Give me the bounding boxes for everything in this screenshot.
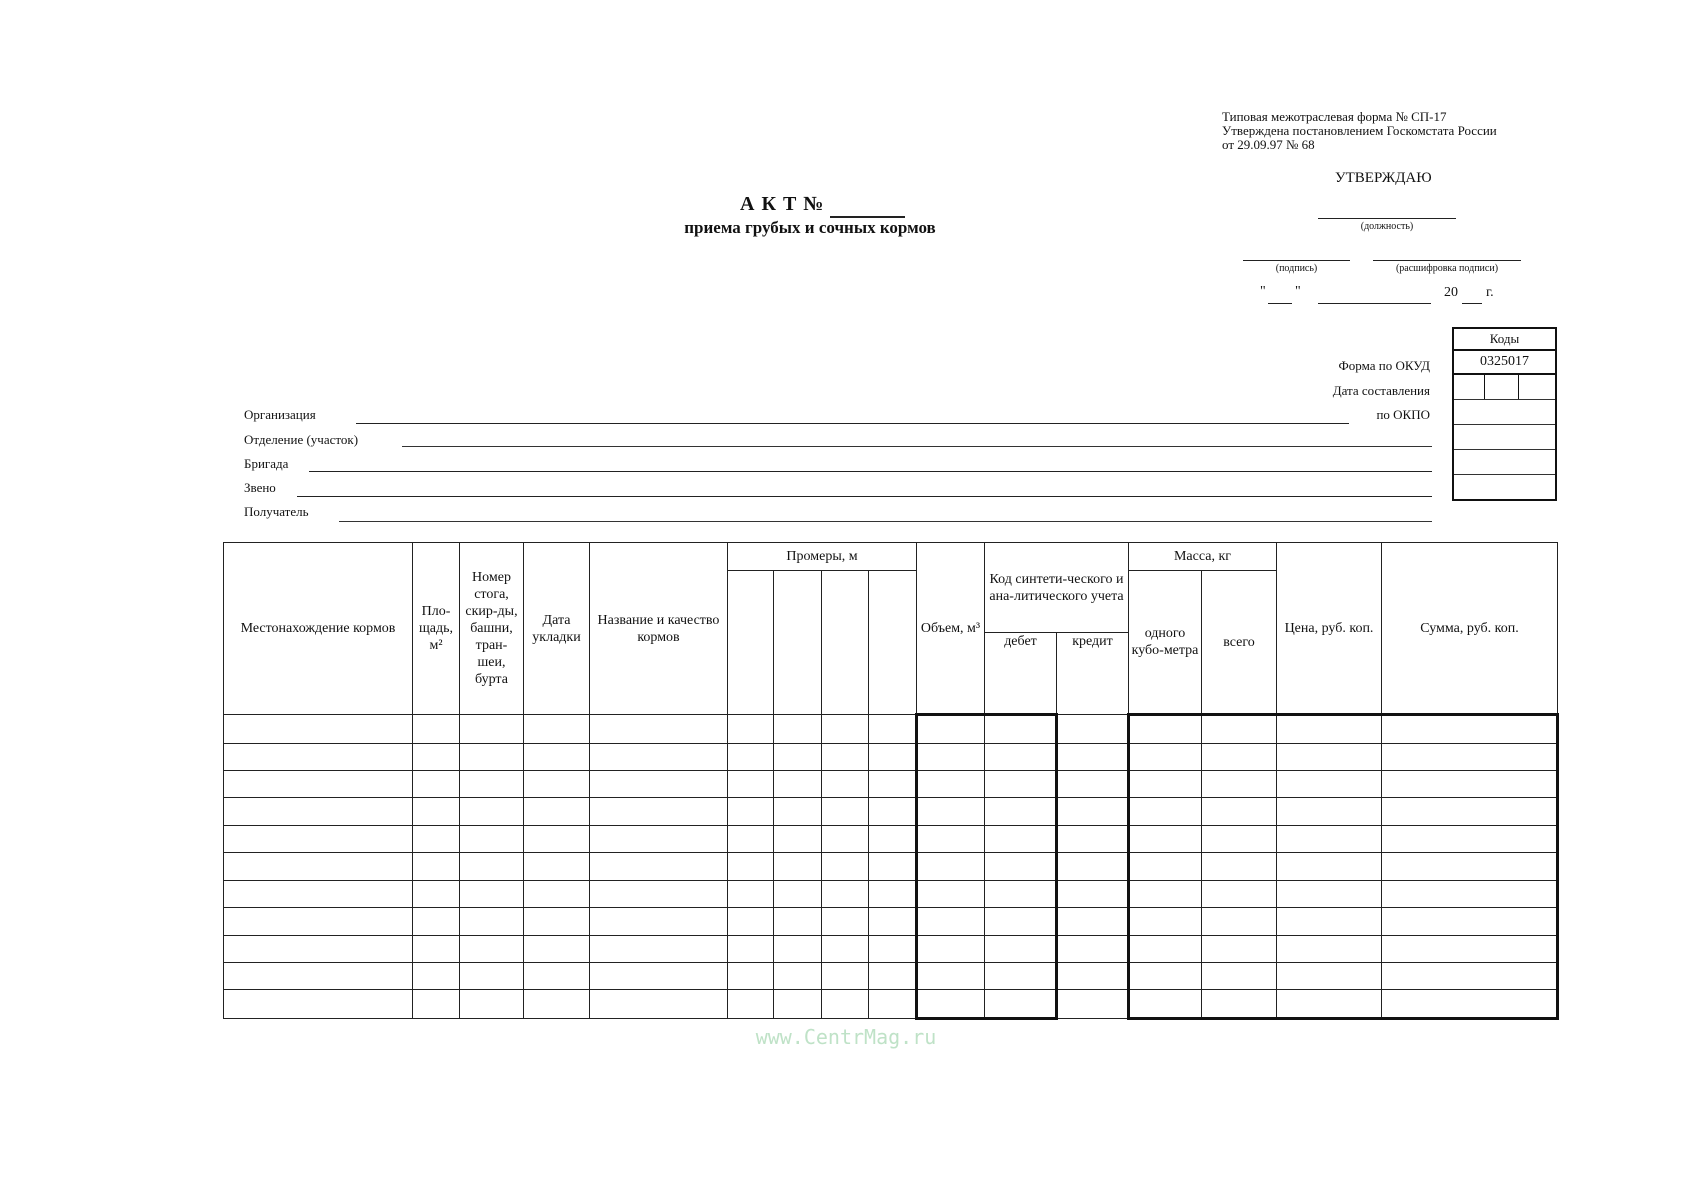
table-cell[interactable]: [869, 880, 917, 907]
table-cell[interactable]: [590, 853, 728, 880]
table-cell[interactable]: [1277, 935, 1382, 962]
table-cell[interactable]: [1057, 935, 1129, 962]
table-cell[interactable]: [774, 935, 822, 962]
date-quote-open: ": [1260, 284, 1266, 299]
table-cell[interactable]: [917, 743, 985, 770]
table-cell[interactable]: [1382, 743, 1558, 770]
table-cell[interactable]: [460, 908, 524, 935]
table-row: [224, 770, 1558, 797]
link-label: Звено: [244, 480, 276, 495]
col-debit: дебет: [985, 633, 1057, 715]
table-cell[interactable]: [869, 825, 917, 852]
table-cell[interactable]: [1202, 963, 1277, 990]
brigade-line[interactable]: [309, 471, 1432, 472]
table-cell[interactable]: [460, 715, 524, 744]
act-title: А К Т №: [740, 193, 825, 215]
table-cell[interactable]: [1382, 990, 1558, 1019]
okud-label: Форма по ОКУД: [1338, 358, 1430, 373]
table-cell[interactable]: [413, 880, 460, 907]
col-one-cubic: одного кубо-метра: [1129, 571, 1202, 715]
table-cell[interactable]: [590, 798, 728, 825]
act-subtitle: приема грубых и сочных кормов: [684, 218, 936, 237]
okpo-cell[interactable]: [1454, 400, 1555, 425]
form-date-line: от 29.09.97 № 68: [1222, 137, 1315, 152]
table-cell[interactable]: [728, 743, 774, 770]
table-cell[interactable]: [1202, 743, 1277, 770]
table-cell[interactable]: [460, 798, 524, 825]
organization-line[interactable]: [356, 423, 1349, 424]
table-cell[interactable]: [1129, 770, 1202, 797]
table-cell[interactable]: [774, 770, 822, 797]
recipient-label: Получатель: [244, 504, 309, 519]
col-mass: Масса, кг: [1129, 543, 1277, 571]
feed-acceptance-table: [223, 542, 1559, 1020]
date-quote-close: ": [1295, 284, 1301, 299]
code-cell[interactable]: [1454, 475, 1555, 499]
table-cell[interactable]: [774, 880, 822, 907]
table-cell[interactable]: [917, 880, 985, 907]
table-row: [224, 853, 1558, 880]
table-cell[interactable]: [985, 990, 1057, 1019]
col-sum: Сумма, руб. коп.: [1382, 543, 1558, 715]
table-cell[interactable]: [1277, 963, 1382, 990]
form-approval-line: Утверждена постановлением Госкомстата России: [1222, 123, 1497, 138]
table-cell[interactable]: [774, 963, 822, 990]
col-account-code: Код синтети-ческого и ана-литического учета: [985, 543, 1129, 633]
table-cell[interactable]: [822, 908, 869, 935]
codes-box: [1452, 327, 1557, 501]
table-cell[interactable]: [413, 935, 460, 962]
table-cell[interactable]: [460, 880, 524, 907]
table-cell[interactable]: [524, 935, 590, 962]
table-cell[interactable]: [413, 908, 460, 935]
table-cell[interactable]: [917, 908, 985, 935]
date-compiled-label: Дата составления: [1332, 383, 1430, 398]
table-cell[interactable]: [1129, 715, 1202, 744]
col-stack-number: Номер стога, скир-ды, башни, тран-шеи, бурта: [460, 543, 524, 715]
table-cell[interactable]: [590, 770, 728, 797]
table-cell[interactable]: [224, 825, 413, 852]
table-cell[interactable]: [822, 743, 869, 770]
table-cell[interactable]: [917, 798, 985, 825]
table-row: [224, 715, 1558, 744]
table-row: [224, 880, 1558, 907]
col-location: Местонахождение кормов: [224, 543, 413, 715]
table-cell[interactable]: [1057, 743, 1129, 770]
table-cell[interactable]: [822, 770, 869, 797]
code-cell[interactable]: [1454, 450, 1555, 475]
table-cell[interactable]: [413, 715, 460, 744]
table-cell[interactable]: [869, 853, 917, 880]
table-cell[interactable]: [728, 798, 774, 825]
table-cell[interactable]: [985, 880, 1057, 907]
table-cell[interactable]: [917, 770, 985, 797]
table-cell[interactable]: [822, 880, 869, 907]
table-cell[interactable]: [1382, 935, 1558, 962]
table-cell[interactable]: [224, 963, 413, 990]
date-compiled-cell[interactable]: [1454, 375, 1555, 400]
brigade-label: Бригада: [244, 456, 289, 471]
form-type-line: Типовая межотраслевая форма № СП-17: [1222, 109, 1447, 124]
table-cell[interactable]: [822, 935, 869, 962]
table-cell[interactable]: [590, 743, 728, 770]
table-cell[interactable]: [460, 743, 524, 770]
signature-line[interactable]: [1243, 260, 1350, 261]
table-cell[interactable]: [590, 880, 728, 907]
table-body: [224, 715, 1558, 1019]
table-cell[interactable]: [524, 880, 590, 907]
col-measure-1: [728, 571, 774, 715]
table-cell[interactable]: [1057, 770, 1129, 797]
date-day-line[interactable]: [1268, 303, 1292, 304]
table-cell[interactable]: [413, 825, 460, 852]
table-cell[interactable]: [524, 798, 590, 825]
table-cell[interactable]: [728, 963, 774, 990]
table-row: [224, 935, 1558, 962]
table-cell[interactable]: [985, 770, 1057, 797]
link-line[interactable]: [297, 496, 1432, 497]
table-cell[interactable]: [1277, 798, 1382, 825]
table-cell[interactable]: [460, 853, 524, 880]
table-cell[interactable]: [413, 770, 460, 797]
table-cell[interactable]: [413, 963, 460, 990]
watermark: www.CentrMag.ru: [755, 1025, 937, 1049]
organization-label: Организация: [244, 407, 316, 422]
table-cell[interactable]: [728, 908, 774, 935]
table-cell[interactable]: [1129, 825, 1202, 852]
col-measure-3: [822, 571, 869, 715]
col-price: Цена, руб. коп.: [1277, 543, 1382, 715]
date-year-suffix: г.: [1486, 285, 1494, 300]
table-cell[interactable]: [224, 908, 413, 935]
table-cell[interactable]: [1057, 798, 1129, 825]
table-cell[interactable]: [1129, 880, 1202, 907]
table-cell[interactable]: [460, 990, 524, 1019]
table-cell[interactable]: [728, 990, 774, 1019]
table-cell[interactable]: [1129, 853, 1202, 880]
table-cell[interactable]: [774, 908, 822, 935]
table-cell[interactable]: [1202, 880, 1277, 907]
table-cell[interactable]: [1382, 880, 1558, 907]
table-cell[interactable]: [460, 963, 524, 990]
table-cell[interactable]: [728, 715, 774, 744]
table-cell[interactable]: [774, 743, 822, 770]
table-cell[interactable]: [524, 963, 590, 990]
table-cell[interactable]: [869, 715, 917, 744]
table-cell[interactable]: [822, 853, 869, 880]
department-line[interactable]: [402, 446, 1432, 447]
table-cell[interactable]: [869, 963, 917, 990]
col-volume: Объем, м³: [917, 543, 985, 715]
code-cell[interactable]: [1454, 425, 1555, 450]
table-cell[interactable]: [460, 770, 524, 797]
table-row: [224, 963, 1558, 990]
table-cell[interactable]: [917, 853, 985, 880]
table-cell[interactable]: [413, 990, 460, 1019]
col-name-quality: Название и качество кормов: [590, 543, 728, 715]
codes-header: Коды: [1454, 329, 1555, 351]
col-measure-4: [869, 571, 917, 715]
table-cell[interactable]: [822, 825, 869, 852]
table-cell[interactable]: [413, 743, 460, 770]
table-cell[interactable]: [224, 715, 413, 744]
table-cell[interactable]: [728, 770, 774, 797]
table-cell[interactable]: [590, 715, 728, 744]
table-cell[interactable]: [1129, 935, 1202, 962]
table-cell[interactable]: [590, 990, 728, 1019]
table-cell[interactable]: [1382, 908, 1558, 935]
table-cell[interactable]: [1277, 880, 1382, 907]
table-cell[interactable]: [728, 880, 774, 907]
table-row: [224, 908, 1558, 935]
table-cell[interactable]: [1129, 963, 1202, 990]
table-cell[interactable]: [774, 798, 822, 825]
okud-code[interactable]: 0325017: [1454, 351, 1555, 375]
table-cell[interactable]: [224, 990, 413, 1019]
table-cell[interactable]: [728, 853, 774, 880]
table-cell[interactable]: [224, 798, 413, 825]
table-cell[interactable]: [1277, 825, 1382, 852]
table-cell[interactable]: [1057, 715, 1129, 744]
table-cell[interactable]: [224, 935, 413, 962]
table-cell[interactable]: [1382, 798, 1558, 825]
col-credit: кредит: [1057, 633, 1129, 715]
table-cell[interactable]: [524, 853, 590, 880]
col-laying-date: Дата укладки: [524, 543, 590, 715]
table-cell[interactable]: [774, 853, 822, 880]
table-cell[interactable]: [1057, 990, 1129, 1019]
table-cell[interactable]: [774, 990, 822, 1019]
table-cell[interactable]: [985, 963, 1057, 990]
table-cell[interactable]: [460, 825, 524, 852]
table-cell[interactable]: [1277, 743, 1382, 770]
table-cell[interactable]: [524, 743, 590, 770]
table-cell[interactable]: [224, 880, 413, 907]
decoding-line[interactable]: [1373, 260, 1521, 261]
table-cell[interactable]: [460, 935, 524, 962]
table-cell[interactable]: [1277, 770, 1382, 797]
table-cell[interactable]: [1277, 990, 1382, 1019]
table-cell[interactable]: [985, 908, 1057, 935]
table-cell[interactable]: [413, 853, 460, 880]
table-cell[interactable]: [590, 825, 728, 852]
table-cell[interactable]: [1202, 935, 1277, 962]
table-cell[interactable]: [1129, 798, 1202, 825]
table-cell[interactable]: [1202, 853, 1277, 880]
table-cell[interactable]: [1129, 743, 1202, 770]
table-cell[interactable]: [985, 853, 1057, 880]
table-cell[interactable]: [524, 715, 590, 744]
table-cell[interactable]: [1057, 825, 1129, 852]
table-cell[interactable]: [1057, 853, 1129, 880]
table-cell[interactable]: [1129, 990, 1202, 1019]
table-cell[interactable]: [774, 715, 822, 744]
table-cell[interactable]: [917, 990, 985, 1019]
table-cell[interactable]: [1202, 798, 1277, 825]
table-cell[interactable]: [985, 935, 1057, 962]
table-cell[interactable]: [1202, 715, 1277, 744]
table-cell[interactable]: [1277, 715, 1382, 744]
table-row: [224, 743, 1558, 770]
approve-heading: УТВЕРЖДАЮ: [1335, 170, 1432, 186]
table-cell[interactable]: [1129, 908, 1202, 935]
table-cell[interactable]: [985, 798, 1057, 825]
table-cell[interactable]: [822, 798, 869, 825]
table-cell[interactable]: [869, 908, 917, 935]
col-area: Пло-щадь, м²: [413, 543, 460, 715]
okpo-label: по ОКПО: [1376, 407, 1430, 422]
table-cell[interactable]: [1277, 853, 1382, 880]
table-cell[interactable]: [985, 743, 1057, 770]
table-cell[interactable]: [869, 743, 917, 770]
department-label: Отделение (участок): [244, 432, 359, 447]
recipient-line[interactable]: [339, 521, 1432, 522]
table-row: [224, 990, 1558, 1019]
table-cell[interactable]: [524, 990, 590, 1019]
table-cell[interactable]: [869, 798, 917, 825]
table-cell[interactable]: [917, 715, 985, 744]
col-measures: Промеры, м: [728, 543, 917, 571]
position-caption: (должность): [1360, 221, 1414, 232]
table-cell[interactable]: [1382, 715, 1558, 744]
table-cell[interactable]: [590, 908, 728, 935]
table-cell[interactable]: [1277, 908, 1382, 935]
table-cell[interactable]: [1202, 990, 1277, 1019]
table-cell[interactable]: [524, 770, 590, 797]
table-cell[interactable]: [1382, 853, 1558, 880]
table-cell[interactable]: [985, 715, 1057, 744]
table-cell[interactable]: [917, 935, 985, 962]
table-cell[interactable]: [728, 825, 774, 852]
table-cell[interactable]: [822, 963, 869, 990]
table-cell[interactable]: [1382, 963, 1558, 990]
decoding-caption: (расшифровка подписи): [1395, 263, 1499, 274]
table-cell[interactable]: [1382, 770, 1558, 797]
table-cell[interactable]: [524, 908, 590, 935]
table-cell[interactable]: [822, 990, 869, 1019]
position-line[interactable]: [1318, 218, 1456, 219]
col-measure-2: [774, 571, 822, 715]
table-cell[interactable]: [224, 770, 413, 797]
table-cell[interactable]: [869, 990, 917, 1019]
table-cell[interactable]: [1202, 825, 1277, 852]
table-cell[interactable]: [1382, 825, 1558, 852]
table-cell[interactable]: [869, 770, 917, 797]
table-cell[interactable]: [224, 743, 413, 770]
table-cell[interactable]: [224, 853, 413, 880]
date-month-line[interactable]: [1318, 303, 1431, 304]
table-cell[interactable]: [728, 935, 774, 962]
signature-caption: (подпись): [1275, 263, 1318, 274]
date-year-prefix: 20: [1444, 285, 1458, 300]
table-cell[interactable]: [774, 825, 822, 852]
table-cell[interactable]: [1057, 880, 1129, 907]
table-cell[interactable]: [1057, 963, 1129, 990]
date-year-line[interactable]: [1462, 303, 1482, 304]
table-cell[interactable]: [869, 935, 917, 962]
table-cell[interactable]: [590, 935, 728, 962]
table-cell[interactable]: [413, 798, 460, 825]
table-cell[interactable]: [524, 825, 590, 852]
table-cell[interactable]: [985, 825, 1057, 852]
table-cell[interactable]: [1202, 908, 1277, 935]
table-cell[interactable]: [917, 963, 985, 990]
table-cell[interactable]: [917, 825, 985, 852]
table-cell[interactable]: [590, 963, 728, 990]
table-cell[interactable]: [822, 715, 869, 744]
table-cell[interactable]: [1057, 908, 1129, 935]
table-row: [224, 798, 1558, 825]
col-mass-total: всего: [1202, 571, 1277, 715]
table-row: [224, 825, 1558, 852]
table-cell[interactable]: [1202, 770, 1277, 797]
